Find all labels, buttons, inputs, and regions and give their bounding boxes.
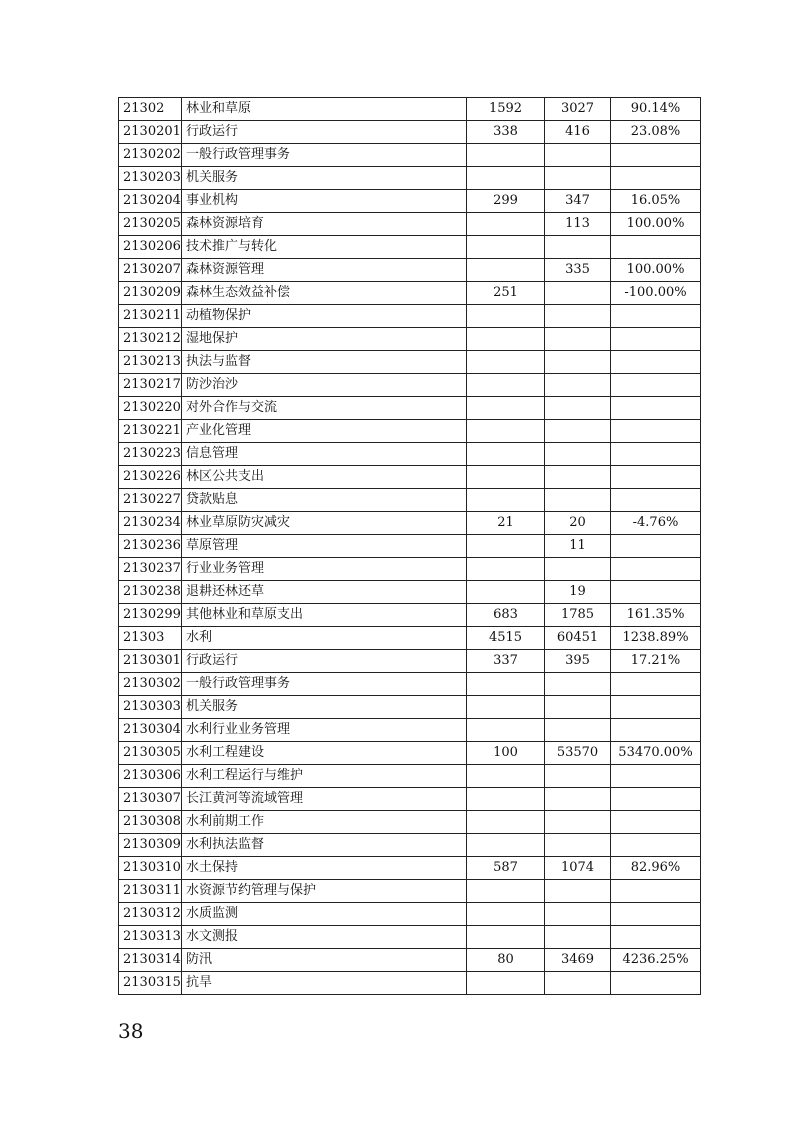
table-row: [119, 489, 701, 512]
row-percent-cell: [611, 972, 701, 995]
row-value-1-cell: [467, 972, 545, 995]
row-value-2-cell: 20: [545, 512, 611, 535]
row-value-1-cell: [467, 144, 545, 167]
row-percent-cell: -4.76%: [611, 512, 701, 535]
row-code-cell: 2130209: [119, 282, 182, 305]
row-value-1-cell: [467, 236, 545, 259]
row-value-1-cell: 80: [467, 949, 545, 972]
row-value-2-cell: [545, 236, 611, 259]
row-code-cell: 2130205: [119, 213, 182, 236]
row-percent-cell: [611, 903, 701, 926]
table-row: [119, 98, 701, 121]
row-percent-cell: 17.21%: [611, 650, 701, 673]
row-percent-cell: [611, 788, 701, 811]
row-percent-cell: 100.00%: [611, 259, 701, 282]
row-percent-cell: [611, 880, 701, 903]
row-name-cell: 抗旱: [182, 972, 467, 995]
row-code-cell: 2130237: [119, 558, 182, 581]
table-body: [119, 98, 701, 995]
row-percent-cell: [611, 811, 701, 834]
row-name-cell: 执法与监督: [182, 351, 467, 374]
row-value-2-cell: 347: [545, 190, 611, 213]
table-row: [119, 673, 701, 696]
row-value-2-cell: 53570: [545, 742, 611, 765]
row-code-cell: 2130207: [119, 259, 182, 282]
row-value-2-cell: [545, 926, 611, 949]
row-value-2-cell: [545, 144, 611, 167]
row-percent-cell: [611, 489, 701, 512]
row-percent-cell: 1238.89%: [611, 627, 701, 650]
row-value-1-cell: [467, 420, 545, 443]
row-name-cell: 行政运行: [182, 650, 467, 673]
row-value-2-cell: [545, 788, 611, 811]
row-value-1-cell: [467, 374, 545, 397]
row-percent-cell: [611, 144, 701, 167]
row-code-cell: 2130227: [119, 489, 182, 512]
row-value-2-cell: [545, 696, 611, 719]
row-code-cell: 21303: [119, 627, 182, 650]
row-code-cell: 2130299: [119, 604, 182, 627]
row-name-cell: 水文测报: [182, 926, 467, 949]
row-percent-cell: [611, 926, 701, 949]
row-percent-cell: 53470.00%: [611, 742, 701, 765]
row-value-1-cell: [467, 443, 545, 466]
row-name-cell: 贷款贴息: [182, 489, 467, 512]
row-code-cell: 2130223: [119, 443, 182, 466]
row-percent-cell: 100.00%: [611, 213, 701, 236]
row-code-cell: 2130312: [119, 903, 182, 926]
row-name-cell: 产业化管理: [182, 420, 467, 443]
row-name-cell: 对外合作与交流: [182, 397, 467, 420]
row-name-cell: 水利: [182, 627, 467, 650]
row-code-cell: 2130314: [119, 949, 182, 972]
row-code-cell: 2130301: [119, 650, 182, 673]
row-value-1-cell: 683: [467, 604, 545, 627]
row-name-cell: 事业机构: [182, 190, 467, 213]
table-row: [119, 190, 701, 213]
row-code-cell: 2130315: [119, 972, 182, 995]
row-percent-cell: 16.05%: [611, 190, 701, 213]
row-value-1-cell: 1592: [467, 98, 545, 121]
row-percent-cell: [611, 696, 701, 719]
row-code-cell: 2130306: [119, 765, 182, 788]
table-row: [119, 627, 701, 650]
row-value-1-cell: [467, 719, 545, 742]
row-name-cell: 行政运行: [182, 121, 467, 144]
table-row: [119, 972, 701, 995]
row-code-cell: 2130234: [119, 512, 182, 535]
row-name-cell: 动植物保护: [182, 305, 467, 328]
row-name-cell: 技术推广与转化: [182, 236, 467, 259]
row-value-1-cell: [467, 696, 545, 719]
row-name-cell: 湿地保护: [182, 328, 467, 351]
row-name-cell: 水利工程运行与维护: [182, 765, 467, 788]
row-value-1-cell: [467, 351, 545, 374]
row-value-2-cell: [545, 167, 611, 190]
row-code-cell: 2130310: [119, 857, 182, 880]
row-percent-cell: [611, 236, 701, 259]
row-percent-cell: [611, 351, 701, 374]
row-code-cell: 2130313: [119, 926, 182, 949]
table-row: [119, 949, 701, 972]
row-code-cell: 2130203: [119, 167, 182, 190]
row-code-cell: 2130217: [119, 374, 182, 397]
row-value-1-cell: [467, 305, 545, 328]
row-name-cell: 水利行业业务管理: [182, 719, 467, 742]
row-value-1-cell: [467, 328, 545, 351]
row-code-cell: 2130304: [119, 719, 182, 742]
row-percent-cell: [611, 374, 701, 397]
row-percent-cell: 90.14%: [611, 98, 701, 121]
row-value-2-cell: [545, 420, 611, 443]
table-row: [119, 259, 701, 282]
row-value-2-cell: 113: [545, 213, 611, 236]
row-code-cell: 2130221: [119, 420, 182, 443]
row-code-cell: 2130204: [119, 190, 182, 213]
row-value-2-cell: 1785: [545, 604, 611, 627]
row-name-cell: 信息管理: [182, 443, 467, 466]
table-row: [119, 903, 701, 926]
row-code-cell: 2130309: [119, 834, 182, 857]
table-row: [119, 374, 701, 397]
table-row: [119, 581, 701, 604]
row-percent-cell: [611, 765, 701, 788]
row-value-2-cell: [545, 282, 611, 305]
row-value-2-cell: [545, 305, 611, 328]
row-value-2-cell: [545, 374, 611, 397]
row-value-2-cell: [545, 673, 611, 696]
row-percent-cell: [611, 673, 701, 696]
row-percent-cell: -100.00%: [611, 282, 701, 305]
row-name-cell: 其他林业和草原支出: [182, 604, 467, 627]
row-percent-cell: [611, 420, 701, 443]
table-row: [119, 742, 701, 765]
row-name-cell: 水利前期工作: [182, 811, 467, 834]
row-code-cell: 2130236: [119, 535, 182, 558]
table-row: [119, 144, 701, 167]
row-code-cell: 2130302: [119, 673, 182, 696]
table-row: [119, 604, 701, 627]
table-row: [119, 719, 701, 742]
row-code-cell: 2130308: [119, 811, 182, 834]
row-code-cell: 2130220: [119, 397, 182, 420]
row-value-2-cell: 11: [545, 535, 611, 558]
row-name-cell: 森林资源管理: [182, 259, 467, 282]
row-name-cell: 草原管理: [182, 535, 467, 558]
row-percent-cell: [611, 466, 701, 489]
row-value-1-cell: [467, 259, 545, 282]
row-percent-cell: [611, 443, 701, 466]
row-code-cell: 2130206: [119, 236, 182, 259]
row-code-cell: 2130311: [119, 880, 182, 903]
row-name-cell: 长江黄河等流域管理: [182, 788, 467, 811]
row-percent-cell: [611, 558, 701, 581]
table-row: [119, 811, 701, 834]
table-row: [119, 834, 701, 857]
row-percent-cell: [611, 834, 701, 857]
row-percent-cell: 161.35%: [611, 604, 701, 627]
row-name-cell: 机关服务: [182, 167, 467, 190]
row-name-cell: 森林生态效益补偿: [182, 282, 467, 305]
row-value-2-cell: 60451: [545, 627, 611, 650]
row-percent-cell: [611, 167, 701, 190]
row-value-1-cell: [467, 213, 545, 236]
row-percent-cell: [611, 719, 701, 742]
row-value-1-cell: [467, 765, 545, 788]
table-row: [119, 328, 701, 351]
row-value-1-cell: 338: [467, 121, 545, 144]
row-percent-cell: [611, 305, 701, 328]
row-value-1-cell: [467, 581, 545, 604]
row-name-cell: 森林资源培育: [182, 213, 467, 236]
row-name-cell: 林业和草原: [182, 98, 467, 121]
row-name-cell: 防汛: [182, 949, 467, 972]
row-value-1-cell: [467, 926, 545, 949]
row-value-1-cell: [467, 397, 545, 420]
budget-table: [118, 97, 701, 995]
table-row: [119, 765, 701, 788]
row-value-2-cell: [545, 972, 611, 995]
row-value-1-cell: [467, 167, 545, 190]
row-value-1-cell: 337: [467, 650, 545, 673]
row-value-1-cell: [467, 558, 545, 581]
table-row: [119, 512, 701, 535]
table-row: [119, 236, 701, 259]
table-row: [119, 305, 701, 328]
row-code-cell: 2130213: [119, 351, 182, 374]
row-value-2-cell: [545, 880, 611, 903]
row-value-1-cell: [467, 903, 545, 926]
row-value-2-cell: [545, 558, 611, 581]
row-name-cell: 林业草原防灾减灾: [182, 512, 467, 535]
row-percent-cell: [611, 581, 701, 604]
row-value-1-cell: [467, 535, 545, 558]
row-value-1-cell: 251: [467, 282, 545, 305]
row-value-2-cell: [545, 811, 611, 834]
row-code-cell: 2130202: [119, 144, 182, 167]
row-percent-cell: 23.08%: [611, 121, 701, 144]
table-row: [119, 213, 701, 236]
row-value-2-cell: [545, 443, 611, 466]
row-value-2-cell: 3027: [545, 98, 611, 121]
row-percent-cell: [611, 397, 701, 420]
row-value-2-cell: [545, 903, 611, 926]
row-value-2-cell: [545, 466, 611, 489]
row-code-cell: 2130212: [119, 328, 182, 351]
row-code-cell: 2130201: [119, 121, 182, 144]
table-row: [119, 558, 701, 581]
row-percent-cell: 4236.25%: [611, 949, 701, 972]
row-code-cell: 2130226: [119, 466, 182, 489]
row-value-2-cell: 3469: [545, 949, 611, 972]
table-row: [119, 788, 701, 811]
row-name-cell: 水土保持: [182, 857, 467, 880]
table-row: [119, 535, 701, 558]
row-name-cell: 水质监测: [182, 903, 467, 926]
row-percent-cell: [611, 328, 701, 351]
row-code-cell: 2130305: [119, 742, 182, 765]
row-value-2-cell: 1074: [545, 857, 611, 880]
row-name-cell: 水利执法监督: [182, 834, 467, 857]
row-value-1-cell: [467, 673, 545, 696]
row-percent-cell: 82.96%: [611, 857, 701, 880]
row-name-cell: 水资源节约管理与保护: [182, 880, 467, 903]
row-value-1-cell: 4515: [467, 627, 545, 650]
row-value-2-cell: [545, 397, 611, 420]
row-value-1-cell: [467, 466, 545, 489]
row-value-1-cell: [467, 811, 545, 834]
row-percent-cell: [611, 535, 701, 558]
row-name-cell: 行业业务管理: [182, 558, 467, 581]
row-value-2-cell: 335: [545, 259, 611, 282]
table-row: [119, 282, 701, 305]
row-code-cell: 2130238: [119, 581, 182, 604]
row-value-1-cell: [467, 489, 545, 512]
row-name-cell: 防沙治沙: [182, 374, 467, 397]
page-number: 38: [118, 1019, 144, 1043]
row-name-cell: 机关服务: [182, 696, 467, 719]
row-name-cell: 一般行政管理事务: [182, 144, 467, 167]
row-value-2-cell: [545, 489, 611, 512]
table-row: [119, 420, 701, 443]
table-row: [119, 443, 701, 466]
row-value-1-cell: [467, 880, 545, 903]
row-value-1-cell: [467, 788, 545, 811]
table-row: [119, 696, 701, 719]
row-value-2-cell: 395: [545, 650, 611, 673]
row-value-2-cell: 19: [545, 581, 611, 604]
table-row: [119, 880, 701, 903]
row-name-cell: 一般行政管理事务: [182, 673, 467, 696]
row-value-1-cell: 299: [467, 190, 545, 213]
row-value-2-cell: 416: [545, 121, 611, 144]
row-code-cell: 2130303: [119, 696, 182, 719]
row-value-2-cell: [545, 834, 611, 857]
row-name-cell: 水利工程建设: [182, 742, 467, 765]
row-value-1-cell: 21: [467, 512, 545, 535]
row-name-cell: 退耕还林还草: [182, 581, 467, 604]
row-value-2-cell: [545, 719, 611, 742]
row-code-cell: 21302: [119, 98, 182, 121]
table-row: [119, 121, 701, 144]
table-row: [119, 351, 701, 374]
table-row: [119, 926, 701, 949]
table-row: [119, 650, 701, 673]
table-row: [119, 167, 701, 190]
row-value-2-cell: [545, 765, 611, 788]
table-row: [119, 397, 701, 420]
row-value-1-cell: [467, 834, 545, 857]
table-row: [119, 857, 701, 880]
table-row: [119, 466, 701, 489]
row-code-cell: 2130211: [119, 305, 182, 328]
row-name-cell: 林区公共支出: [182, 466, 467, 489]
row-value-2-cell: [545, 351, 611, 374]
row-value-1-cell: 100: [467, 742, 545, 765]
row-value-2-cell: [545, 328, 611, 351]
row-code-cell: 2130307: [119, 788, 182, 811]
row-value-1-cell: 587: [467, 857, 545, 880]
